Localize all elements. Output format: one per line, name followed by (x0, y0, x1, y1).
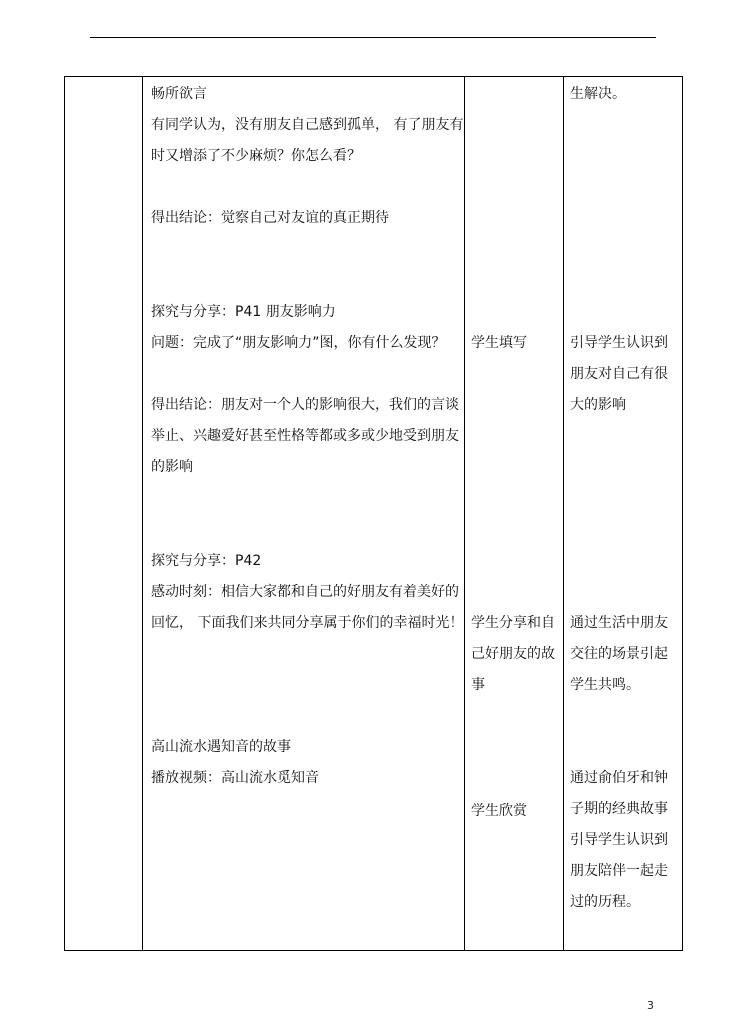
header-rule (90, 37, 656, 38)
design-intent-line: 交往的场景引起 (570, 646, 668, 662)
content-line: 播放视频：高山流水觅知音 (151, 770, 319, 786)
design-intent-line: 大的影响 (570, 397, 626, 413)
content-line: 的影响 (151, 459, 193, 475)
content-line: 探究与分享：P41 朋友影响力 (151, 304, 336, 320)
design-intent-cell (570, 77, 680, 950)
design-intent-line: 朋友陪伴一起走 (570, 863, 668, 879)
content-line: 有同学认为，没有朋友自己感到孤单， 有了朋友有 (151, 117, 464, 133)
design-intent-line: 生解决。 (570, 86, 626, 102)
content-line: 问题：完成了“朋友影响力”图，你有什么发现？ (151, 335, 446, 351)
student-activity-line: 学生欣赏 (471, 803, 527, 819)
student-activity-line: 己好朋友的故 (471, 646, 555, 662)
content-line: 感动时刻：相信大家都和自己的好朋友有着美好的 (151, 584, 459, 600)
content-line: 得出结论：觉察自己对友谊的真正期待 (151, 210, 389, 226)
column-divider-2 (464, 77, 465, 950)
design-intent-line: 朋友对自己有很 (570, 366, 668, 382)
design-intent-line: 通过俞伯牙和钟 (570, 770, 668, 786)
page-number: 3 (647, 999, 654, 1012)
design-intent-line: 通过生活中朋友 (570, 615, 668, 631)
column-divider-3 (563, 77, 564, 950)
column-divider-1 (142, 77, 143, 950)
design-intent-line: 子期的经典故事 (570, 801, 668, 817)
content-line: 畅所欲言 (151, 86, 207, 102)
design-intent-line: 过的历程。 (570, 894, 640, 910)
content-line: 时又增添了不少麻烦？你怎么看？ (151, 148, 361, 164)
teaching-content-cell (151, 77, 463, 950)
content-line: 回忆， 下面我们来共同分享属于你们的幸福时光！ (151, 615, 464, 631)
student-activity-cell (471, 77, 561, 950)
student-activity-line: 学生填写 (471, 335, 527, 351)
content-line: 得出结论：朋友对一个人的影响很大，我们的言谈 (151, 397, 459, 413)
design-intent-line: 学生共鸣。 (570, 677, 640, 693)
student-activity-line: 事 (471, 677, 485, 693)
design-intent-line: 引导学生认识到 (570, 832, 668, 848)
content-line: 探究与分享：P42 (151, 553, 262, 569)
lesson-table (64, 76, 683, 951)
content-line: 高山流水遇知音的故事 (151, 739, 291, 755)
empty-first-column-cell (65, 77, 142, 950)
design-intent-line: 引导学生认识到 (570, 335, 668, 351)
content-line: 举止、兴趣爱好甚至性格等都或多或少地受到朋友 (151, 428, 459, 444)
student-activity-line: 学生分享和自 (471, 615, 555, 631)
